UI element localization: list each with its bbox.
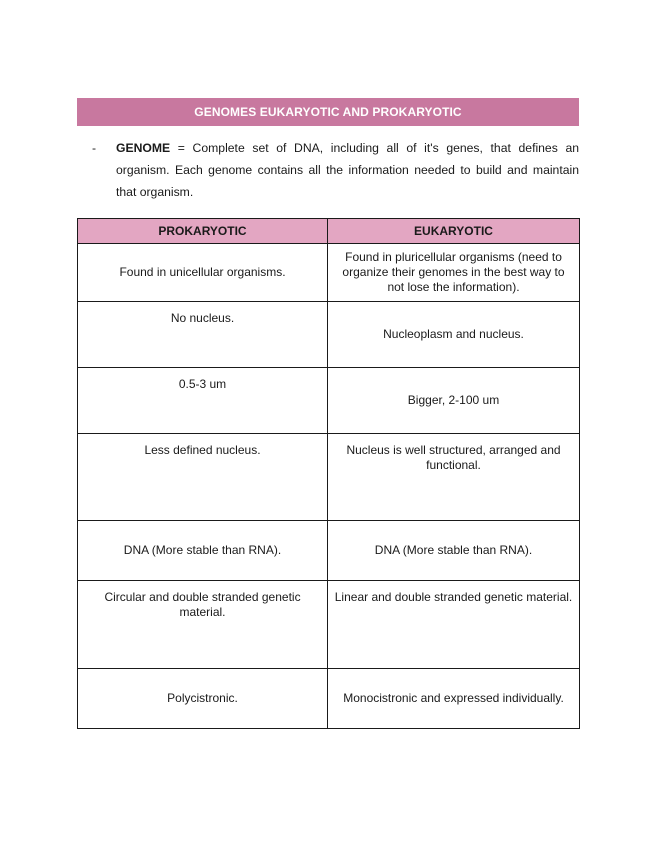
table-row (78, 368, 580, 434)
definition-body: = Complete set of DNA, including all of it's genes, that defines an organism. Each genome contains all the information needed to build and maintain that organism. (116, 141, 579, 199)
table-row (78, 244, 580, 302)
prokaryotic-cell: 0.5-3 um (78, 368, 328, 434)
eukaryotic-cell: DNA (More stable than RNA). (328, 521, 580, 581)
prokaryotic-cell: Circular and double stranded genetic material. (78, 581, 328, 669)
prokaryotic-cell: No nucleus. (78, 302, 328, 368)
eukaryotic-cell: Linear and double stranded genetic material. (328, 581, 580, 669)
comparison-table (77, 218, 580, 729)
prokaryotic-cell: Polycistronic. (78, 669, 328, 729)
eukaryotic-cell: Nucleus is well structured, arranged and functional. (328, 434, 580, 521)
table-row (78, 302, 580, 368)
header-eukaryotic: EUKARYOTIC (328, 219, 580, 244)
table-row (78, 521, 580, 581)
eukaryotic-cell: Monocistronic and expressed individually. (328, 669, 580, 729)
bullet-dash: - (92, 141, 97, 155)
definition-term: GENOME (116, 141, 171, 155)
table-header-row (78, 219, 580, 244)
eukaryotic-cell: Nucleoplasm and nucleus. (328, 302, 580, 368)
eukaryotic-cell: Found in pluricellular organisms (need to organize their genomes in the best way to not lose the information). (328, 244, 580, 302)
eukaryotic-cell: Bigger, 2-100 um (328, 368, 580, 434)
prokaryotic-cell: DNA (More stable than RNA). (78, 521, 328, 581)
page-title: GENOMES EUKARYOTIC AND PROKARYOTIC (77, 98, 579, 126)
prokaryotic-cell: Less defined nucleus. (78, 434, 328, 521)
definition-text (116, 137, 579, 203)
table-row (78, 434, 580, 521)
table-row (78, 581, 580, 669)
prokaryotic-cell: Found in unicellular organisms. (78, 244, 328, 302)
table-row (78, 669, 580, 729)
genome-definition (92, 137, 579, 203)
header-prokaryotic: PROKARYOTIC (78, 219, 328, 244)
